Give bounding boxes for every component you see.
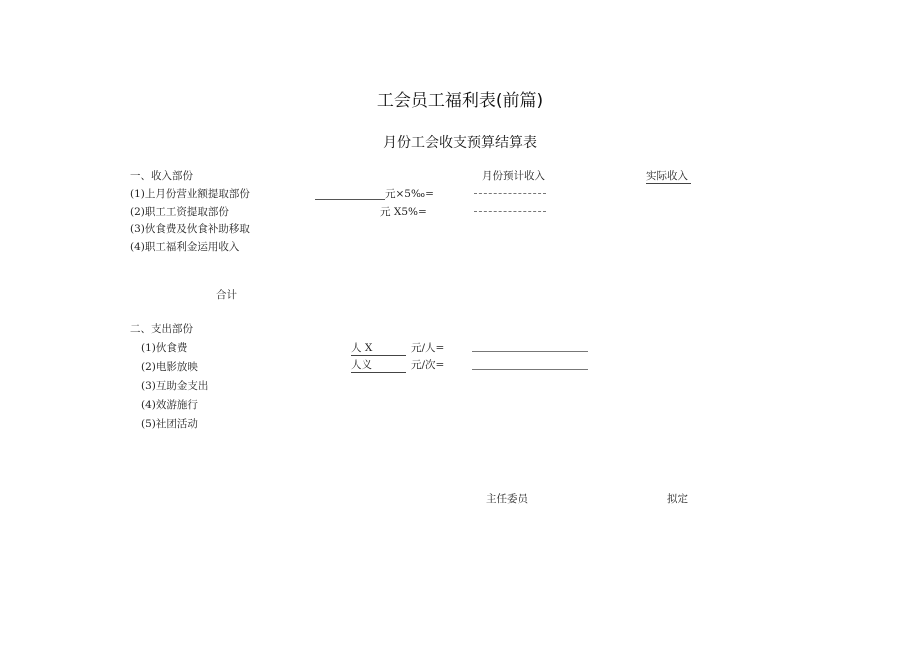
income-heading: 一、收入部份 bbox=[130, 170, 193, 182]
income-total-label: 合计 bbox=[216, 289, 237, 301]
col-actual-income: 实际收入 bbox=[646, 169, 691, 184]
expense-item-2: (2)电影放映 bbox=[141, 361, 198, 373]
formula-revenue: 元×5‰= bbox=[385, 188, 434, 200]
expense-heading: 二、支出部份 bbox=[130, 323, 193, 335]
meal-amount-line[interactable] bbox=[472, 351, 588, 352]
expense-item-3: (3)互助金支出 bbox=[141, 380, 209, 392]
expense-item-4: (4)效游施行 bbox=[141, 399, 198, 411]
document-title: 工会员工福利表(前篇) bbox=[376, 91, 544, 111]
formula-wage: 元 X5%= bbox=[380, 206, 427, 218]
table-subtitle: 月份工会收支预算结算表 bbox=[383, 135, 537, 151]
director-label: 主任委员 bbox=[486, 493, 528, 505]
budget-income-line-1[interactable] bbox=[474, 193, 546, 194]
income-item-3: (3)伙食费及伙食补助移取 bbox=[130, 223, 250, 235]
movie-amount-line[interactable] bbox=[472, 369, 588, 370]
drafted-label: 拟定 bbox=[667, 493, 688, 505]
budget-income-line-2[interactable] bbox=[474, 211, 546, 212]
income-item-1: (1)上月份营业额提取部份 bbox=[130, 188, 250, 200]
revenue-blank[interactable] bbox=[315, 187, 385, 200]
movie-person-count: 人义 bbox=[351, 358, 406, 373]
movie-unit: 元/次= bbox=[411, 359, 445, 371]
col-budget-income: 月份预计收入 bbox=[482, 170, 545, 182]
expense-item-1: (1)伙食费 bbox=[141, 342, 188, 354]
expense-item-5: (5)社团活动 bbox=[141, 418, 198, 430]
meal-person-count: 人 X bbox=[351, 341, 406, 356]
income-item-2: (2)职工工资提取部份 bbox=[130, 206, 229, 218]
income-item-4: (4)职工福利金运用收入 bbox=[130, 241, 240, 253]
meal-unit: 元/人= bbox=[411, 342, 445, 354]
